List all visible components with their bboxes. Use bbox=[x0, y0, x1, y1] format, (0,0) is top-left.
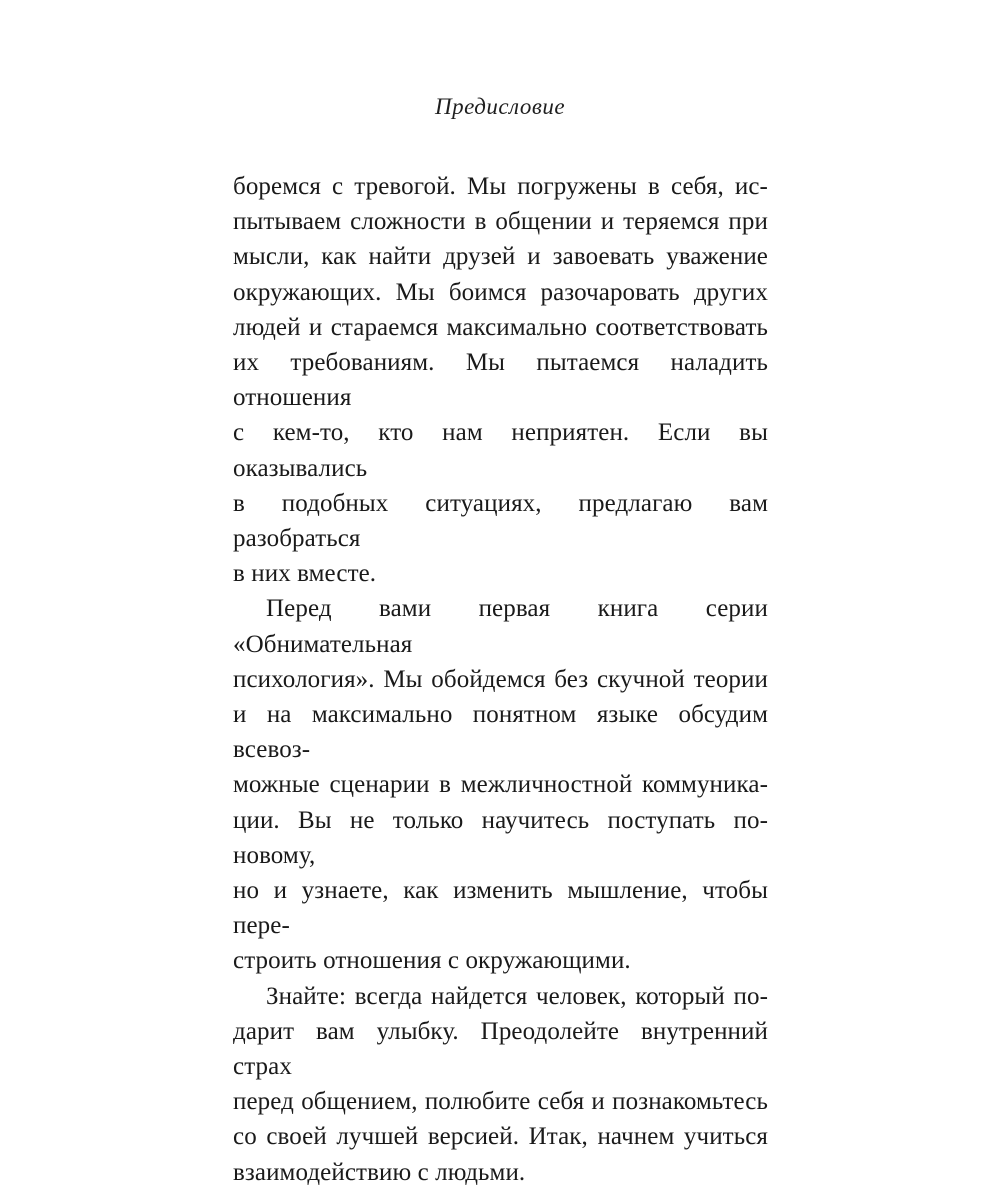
text-line: взаимодействию с людьми. bbox=[233, 1158, 526, 1186]
text-line: строить отношения с окружающими. bbox=[233, 947, 631, 975]
text-line: ции. Вы не только научитесь поступать по-новому, bbox=[233, 806, 768, 869]
text-line: людей и стараемся максимально соответствовать bbox=[233, 313, 768, 341]
text-line: перед общением, полюбите себя и познакомьтесь bbox=[233, 1088, 768, 1116]
text-line: Перед вами первая книга серии «Обнимательная bbox=[233, 595, 768, 658]
text-line: психология». Мы обойдемся без скучной теории bbox=[233, 665, 768, 693]
text-line: дарит вам улыбку. Преодолейте внутренний страх bbox=[233, 1017, 768, 1081]
text-line: и на максимально понятном языке обсудим всевоз- bbox=[233, 701, 768, 764]
text-line: Знайте: всегда найдется человек, который по- bbox=[266, 982, 768, 1010]
text-line: боремся с тревогой. Мы погружены в себя, ис- bbox=[233, 173, 768, 200]
text-line: можные сценарии в межличностной коммуника- bbox=[233, 771, 768, 799]
text-line: с кем-то, кто нам неприятен. Если вы оказывались bbox=[233, 419, 768, 482]
text-line: мысли, как найти друзей и завоевать уважение bbox=[233, 243, 768, 271]
body-text bbox=[233, 169, 768, 1190]
text-line: пытываем сложности в общении и теряемся при bbox=[233, 208, 768, 236]
text-line: в подобных ситуациях, предлагаю вам разобраться bbox=[233, 489, 768, 553]
text-line: со своей лучшей версией. Итак, начнем учиться bbox=[233, 1123, 768, 1151]
text-line: их требованиям. Мы пытаемся наладить отношения bbox=[233, 349, 768, 412]
text-line: но и узнаете, как изменить мышление, чтобы пере- bbox=[233, 877, 768, 940]
text-line: в них вместе. bbox=[233, 560, 377, 588]
running-head: Предисловие bbox=[434, 94, 566, 119]
text-line: окружающих. Мы боимся разочаровать других bbox=[233, 278, 768, 306]
